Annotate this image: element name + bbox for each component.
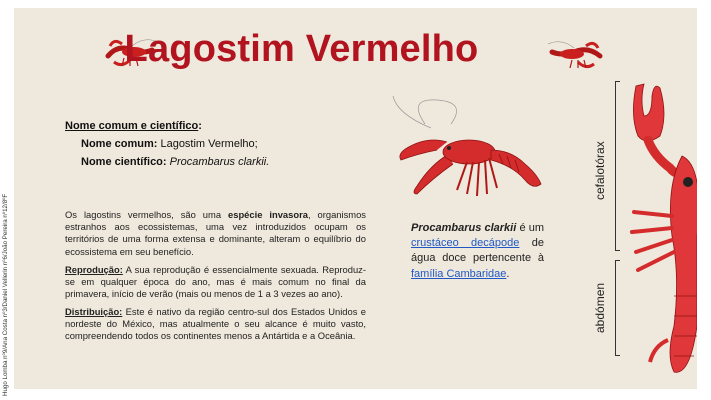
names-section — [65, 120, 269, 168]
names-heading: Nome comum e científico — [65, 120, 199, 132]
common-name-label: Nome comum: — [81, 138, 158, 150]
names-heading-colon: : — [198, 120, 202, 132]
distribution-label: Distribuição: — [65, 306, 123, 317]
scientific-name-value: Procambarus clarkii. — [169, 156, 270, 168]
caption-species: Procambarus clarkii — [411, 222, 517, 234]
caption-text-c: . — [506, 267, 510, 280]
page-title: Lagostim Vermelho — [124, 28, 479, 70]
common-name-value: Lagostim Vermelho; — [157, 138, 258, 150]
intro-text-b: , organismos estranhos aos ecossistemas, uma vez introduzidos ocupam os territórios de uma forma extensa e dominante, alteram o equilíbrio do ecossistema em seu benefício. — [65, 209, 366, 257]
distribution-text: Este é nativo da região centro-sul dos Estados Unidos e nordeste do México, mas atualmente o seu alcance é muito vasto, compreendendo todos os continentes menos a Antártida e a Oceânia. — [65, 306, 366, 342]
author-credit: Hugo Lomba nº9/Ana Costa nº3/Daniel Vellerin nº6/João Pereira nº12/8ºF — [2, 193, 9, 396]
abdomen-bracket — [615, 260, 620, 356]
cephalothorax-bracket — [615, 81, 620, 251]
crayfish-illustration — [387, 94, 547, 206]
intro-bold: espécie invasora — [228, 209, 308, 220]
crustaceo-decapode-link[interactable]: crustáceo decápode — [411, 237, 520, 250]
familia-cambaridae-link[interactable]: família Cambaridae — [411, 267, 507, 280]
intro-text-a: Os lagostins vermelhos, são uma — [65, 209, 229, 220]
cephalothorax-label: cefalotórax — [593, 141, 607, 200]
reproduction-label: Reprodução: — [65, 264, 123, 275]
slide — [14, 8, 697, 389]
species-caption — [411, 221, 544, 282]
scientific-name-row — [81, 156, 269, 168]
common-name-row — [81, 138, 269, 150]
distribution-paragraph — [65, 306, 366, 343]
abdomen-label: abdómen — [593, 282, 607, 333]
caption-text-b: de água doce pertencente à — [411, 237, 544, 265]
caption-text-a: é um — [516, 222, 545, 234]
names-heading-row — [65, 120, 269, 132]
scientific-name-label: Nome científico: — [81, 156, 167, 168]
crayfish-side-illustration — [624, 76, 697, 389]
reproduction-text: A sua reprodução é essencialmente sexuada. Reproduz-se em qualquer época do ano, mas é mais comum no final da primavera, início de verão (mais ou menos de 1 a 3 vezes ao ano). — [65, 264, 366, 300]
reproduction-paragraph — [65, 264, 366, 301]
intro-paragraph — [65, 209, 366, 258]
